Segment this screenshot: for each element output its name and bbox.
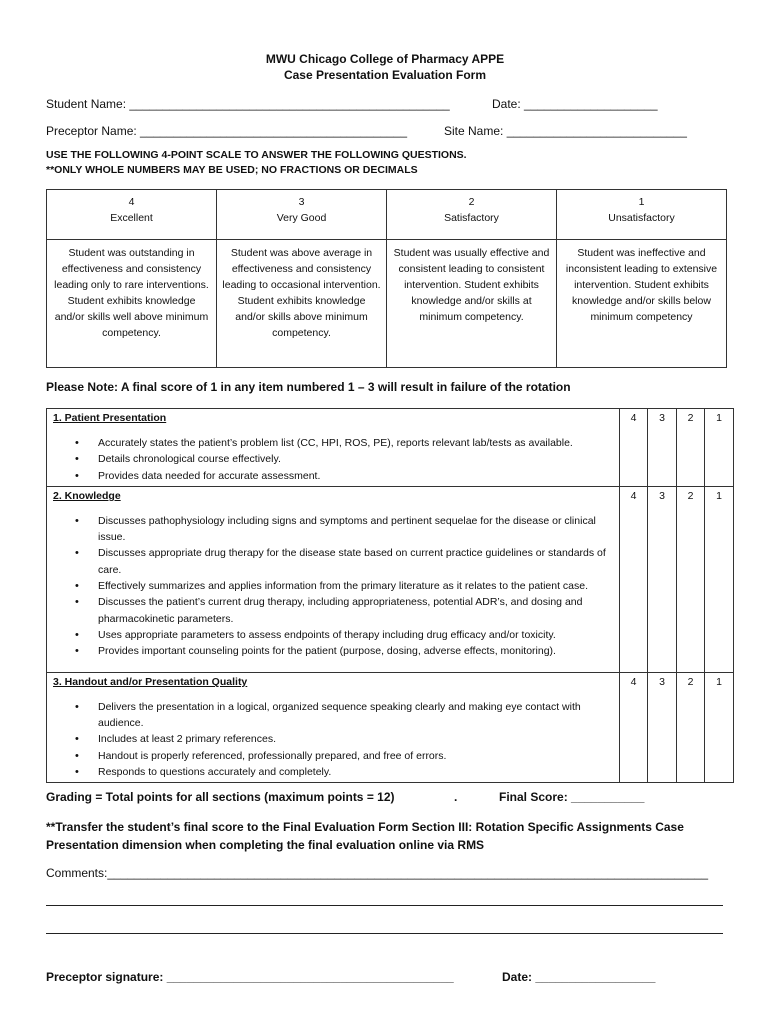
score-option-1[interactable]: 1 [705, 672, 734, 782]
score-option-4[interactable]: 4 [620, 672, 648, 782]
final-score-field[interactable]: Final Score: ___________ [499, 790, 645, 804]
signature-date-field[interactable]: Date: __________________ [502, 970, 656, 984]
criterion-item: • Effectively summarizes and applies information from the primary literature as it relates to the patient case. [53, 578, 613, 594]
score-option-3[interactable]: 3 [648, 409, 677, 487]
score-option-1[interactable]: 1 [705, 409, 734, 487]
criterion-item: • Provides important counseling points for the patient (purpose, dosing, adverse effects, monitoring). [53, 643, 613, 659]
score-option-4[interactable]: 4 [620, 409, 648, 487]
score-option-2[interactable]: 2 [677, 486, 705, 672]
scale-description-2: Student was usually effective and consistent leading to consistent intervention. Student exhibits knowledge and/or skills at minimum competency. [387, 240, 557, 368]
scale-header-4: 4 Excellent [47, 190, 217, 240]
score-option-4[interactable]: 4 [620, 486, 648, 672]
criterion-item: • Accurately states the patient’s problem list (CC, HPI, ROS, PE), reports relevant lab/tests as available. [53, 435, 613, 451]
criterion-item: • Includes at least 2 primary references. [53, 731, 613, 747]
section-title: 1. Patient Presentation [53, 412, 167, 424]
score-option-2[interactable]: 2 [677, 409, 705, 487]
date-field-top[interactable]: Date: ____________________ [492, 97, 658, 111]
evaluation-items-table [46, 408, 734, 783]
preceptor-signature-field[interactable]: Preceptor signature: ___________________________________________ [46, 970, 454, 984]
scale-description-4: Student was outstanding in effectiveness and consistency leading only to rare interventions. Student exhibits knowledge and/or skills well above minimum competency. [47, 240, 217, 368]
scale-header-3: 3 Very Good [217, 190, 387, 240]
scale-header-2: 2 Satisfactory [387, 190, 557, 240]
score-option-3[interactable]: 3 [648, 486, 677, 672]
criterion-item: • Responds to questions accurately and completely. [53, 764, 613, 780]
criterion-item: • Delivers the presentation in a logical, organized sequence speaking clearly and making eye contact with audience. [53, 699, 613, 732]
grading-instructions: Grading = Total points for all sections (maximum points = 12) [46, 790, 395, 804]
site-name-field[interactable]: Site Name: ___________________________ [444, 124, 687, 138]
failure-note: Please Note: A final score of 1 in any item numbered 1 – 3 will result in failure of the rotation [46, 380, 571, 394]
score-option-3[interactable]: 3 [648, 672, 677, 782]
rating-scale-table [46, 189, 727, 368]
grading-dot: . [454, 790, 458, 804]
section-title: 2. Knowledge [53, 489, 121, 502]
criterion-item: • Discusses appropriate drug therapy for the disease state based on current practice guidelines or standards of care. [53, 545, 613, 578]
whole-numbers-note: **ONLY WHOLE NUMBERS MAY BE USED; NO FRACTIONS OR DECIMALS [46, 164, 418, 176]
scale-description-1: Student was ineffective and inconsistent leading to extensive intervention. Student exhibits knowledge and/or skills below minimum competency [557, 240, 727, 368]
scale-description-3: Student was above average in effectiveness and consistency leading to occasional intervention. Student exhibits knowledge and/or skills above minimum competency. [217, 240, 387, 368]
criterion-item: • Details chronological course effectively. [53, 451, 613, 467]
scale-header-1: 1 Unsatisfactory [557, 190, 727, 240]
section-row-patient-presentation [47, 409, 734, 487]
criterion-item: • Provides data needed for accurate assessment. [53, 468, 613, 484]
student-name-field[interactable]: Student Name: ________________________________________________ [46, 97, 450, 111]
form-title-line1: MWU Chicago College of Pharmacy APPE [265, 52, 505, 66]
comments-line[interactable] [46, 933, 723, 934]
criterion-item: • Uses appropriate parameters to assess endpoints of therapy including drug efficacy and/or toxicity. [53, 627, 613, 643]
form-title-line2: Case Presentation Evaluation Form [283, 68, 487, 82]
scale-instructions: USE THE FOLLOWING 4-POINT SCALE TO ANSWER THE FOLLOWING QUESTIONS. [46, 149, 467, 161]
comments-line[interactable] [46, 905, 723, 906]
preceptor-name-field[interactable]: Preceptor Name: ________________________________________ [46, 124, 407, 138]
score-option-2[interactable]: 2 [677, 672, 705, 782]
criterion-item: • Handout is properly referenced, professionally prepared, and free of errors. [53, 748, 613, 764]
transfer-instructions: **Transfer the student’s final score to the Final Evaluation Form Section III: Rotation Specific Assignments Case Presentation dimension when completing the final evaluation online via RMS [46, 820, 684, 852]
section-title: 3. Handout and/or Presentation Quality [53, 675, 248, 688]
score-option-1[interactable]: 1 [705, 486, 734, 672]
criterion-item: • Discusses the patient’s current drug therapy, including appropriateness, potential ADR’s, and dosing and pharmacokinetic parameters. [53, 594, 613, 627]
criterion-item: • Discusses pathophysiology including signs and symptoms and pertinent sequelae for the disease or clinical issue. [53, 513, 613, 546]
section-row-knowledge [47, 486, 734, 672]
comments-field[interactable]: Comments:__________________________________________________________________________________________ [46, 866, 708, 880]
section-row-handout-quality [47, 672, 734, 782]
